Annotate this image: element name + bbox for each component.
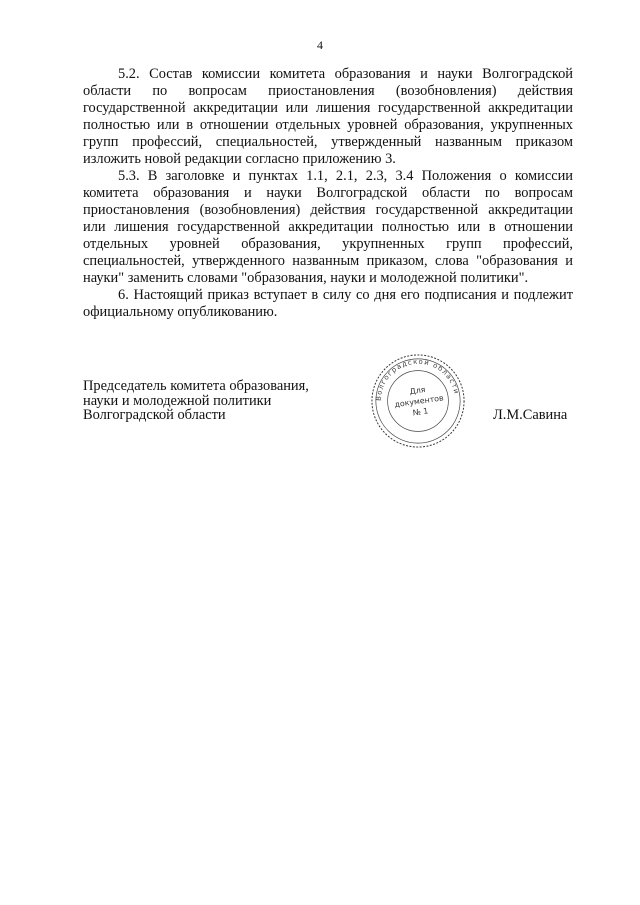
paragraph-5-2: 5.2. Состав комиссии комитета образования и науки Волгоградской области по вопросам приостановления (возобновления) действия государственной аккредитации или лишения государственной аккредитации полностью или в отношении отдельных уровней образования, укрупненных групп профессий, специальностей, утвержденный названным приказом изложить новой редакции согласно приложению 3.: [83, 66, 573, 167]
stamp-text-line: № 1: [412, 406, 429, 418]
signer-position-line: науки и молодежной политики: [83, 392, 272, 409]
signer-position: [83, 379, 309, 423]
document-body: [83, 66, 573, 321]
paragraph-6: 6. Настоящий приказ вступает в силу со дня его подписания и подлежит официальному опубликованию.: [83, 287, 573, 320]
signer-name: Л.М.Савина: [493, 407, 568, 423]
page-number: 4: [317, 38, 323, 52]
stamp-text-line: Для: [409, 385, 427, 397]
official-seal-stamp: [369, 352, 467, 450]
paragraph-5-3: 5.3. В заголовке и пунктах 1.1, 2.1, 2.3, 3.4 Положения о комиссии комитета образования и науки Волгоградской области по вопросам приостановления (возобновления) действия государственной аккредитации или лишения государственной аккредитации полностью или в отношении отдельных уровней образования, укрупненных групп профессий, специальностей, утвержденного названным приказом, слова "образования и науки" заменить словами "образования, науки и молодежной политики".: [83, 168, 573, 286]
stamp-ring-text: Волгоградской области: [374, 357, 461, 402]
stamp-text-line: документов: [393, 393, 445, 410]
signer-position-line: Председатель комитета образования,: [83, 378, 309, 394]
signer-position-line: Волгоградской области: [83, 407, 226, 423]
